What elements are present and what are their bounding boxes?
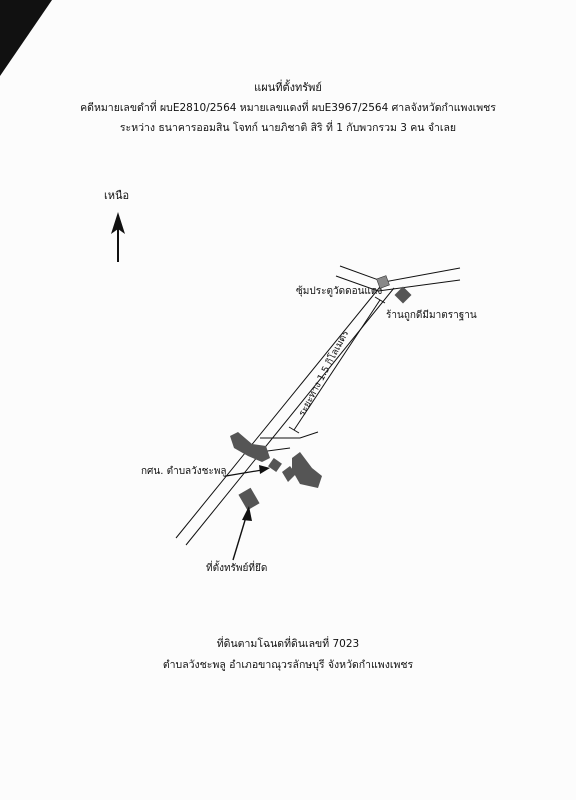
north-label: เหนือ <box>104 189 130 202</box>
distance-label: ระยะทาง 1.5 กิโลเมตร <box>296 328 352 419</box>
ksn-label: กศน. ตำบลวังชะพลู <box>141 466 227 477</box>
gate-label: ซุ้มประตูวัดดอนแดง <box>296 286 383 297</box>
ksn-pointer-arrow <box>226 465 270 476</box>
location-line: ตำบลวังชะพลู อำเภอขาณุวรลักษบุรี จังหวัดกำแพงเพชร <box>162 659 414 671</box>
property-pointer-arrow <box>233 506 252 560</box>
case-number-line: คดีหมายเลขดำที่ ผบE2810/2564 หมายเลขแดงที่ ผบE3967/2564 ศาลจังหวัดกำแพงเพชร <box>80 102 496 114</box>
deed-number-line: ที่ดินตามโฉนดที่ดินเลขที่ 7023 <box>216 638 360 650</box>
parties-line: ระหว่าง ธนาคารออมสิน โจทก์ นายภิชาติ สิริ ที่ 1 กับพวกรวม 3 คน จำเลย <box>119 122 457 134</box>
shop-marker <box>395 287 412 304</box>
main-road <box>176 282 394 545</box>
document-footer <box>0 634 576 676</box>
north-arrow-icon <box>111 212 125 262</box>
side-road <box>260 432 318 452</box>
ksn-marker <box>268 458 282 472</box>
property-label: ที่ตั้งทรัพย์ที่ยึด <box>206 563 268 574</box>
shop-label: ร้านถูกดีมีมาตราฐาน <box>386 310 477 321</box>
map-title: แผนที่ตั้งทรัพย์ <box>254 81 322 94</box>
